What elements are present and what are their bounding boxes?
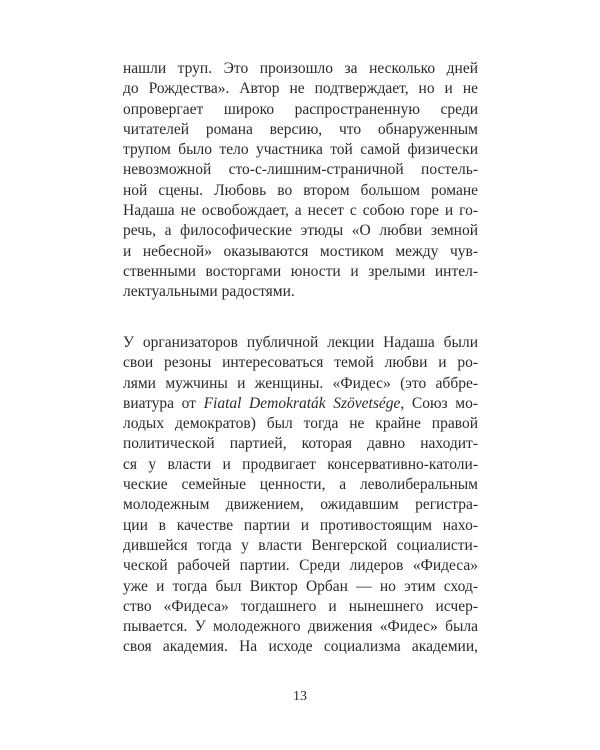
page-number: 13 — [293, 689, 307, 704]
text-line: ся у власти и продвигает консервативно-католи- — [123, 455, 478, 473]
text-span: виатура от — [123, 394, 204, 412]
paragraph-1 — [123, 59, 478, 303]
text-line: невозможной сто-с-лишним-страничной постель- — [123, 161, 478, 179]
text-line: трупом было тело участника той самой физически — [123, 141, 478, 159]
text-line: ство «Фидеса» тогдашнего и нынешнего исчер- — [123, 597, 478, 615]
text-line: уже и тогда был Виктор Орбан — но этим сход- — [123, 577, 478, 595]
paragraph-2 — [123, 333, 478, 658]
text-line: ческой рабочей партии. Среди лидеров «Фидеса» — [123, 557, 478, 575]
text-line: молодежным движением, ожидавшим регистра- — [123, 496, 478, 514]
text-line: лектуальными радостями. — [123, 283, 295, 301]
text-line: ной сцены. Любовь во втором большом романе — [123, 181, 478, 199]
text-line: лями мужчины и женщины. «Фидес» (это аббре- — [123, 374, 478, 392]
italic-phrase: Fiatal Demokraták Szövetsége — [203, 394, 401, 412]
text-line: дившейся тогда у власти Венгерской социалисти- — [123, 536, 478, 554]
text-line: до Рождества». Автор не подтверждает, но и не — [123, 80, 478, 98]
text-line: нашли труп. Это произошло за несколько дней — [123, 60, 478, 77]
text-line: своя академия. На исходе социализма академии, — [123, 638, 478, 656]
text-line: политической партией, которая давно находит- — [123, 435, 478, 453]
text-line: лодых демократов) был тогда не крайне правой — [123, 415, 478, 433]
text-span: , Союз мо- — [400, 394, 478, 412]
text-line: читателей романа версию, что обнаруженным — [123, 120, 478, 138]
text-line — [123, 394, 478, 414]
text-line: пывается. У молодежного движения «Фидес» была — [123, 618, 478, 636]
text-line: опровергает широко распространенную среди — [123, 100, 478, 118]
text-line: свои резоны интересоваться темой любви и ро- — [123, 354, 478, 372]
text-line: ции в качестве партии и противостоящим нахо- — [123, 516, 478, 534]
text-line: У организаторов публичной лекции Надаша были — [123, 334, 478, 351]
text-line: речь, а философические этюды «О любви земной — [123, 222, 478, 240]
text-line: Надаша не освобождает, а несет с собою горе и го- — [123, 202, 478, 220]
text-line: ческие семейные ценности, а леволиберальным — [123, 476, 478, 494]
text-line: ственными восторгами юности и зрелыми интел- — [123, 262, 478, 280]
text-line: и небесной» оказываются мостиком между чув- — [123, 242, 478, 260]
